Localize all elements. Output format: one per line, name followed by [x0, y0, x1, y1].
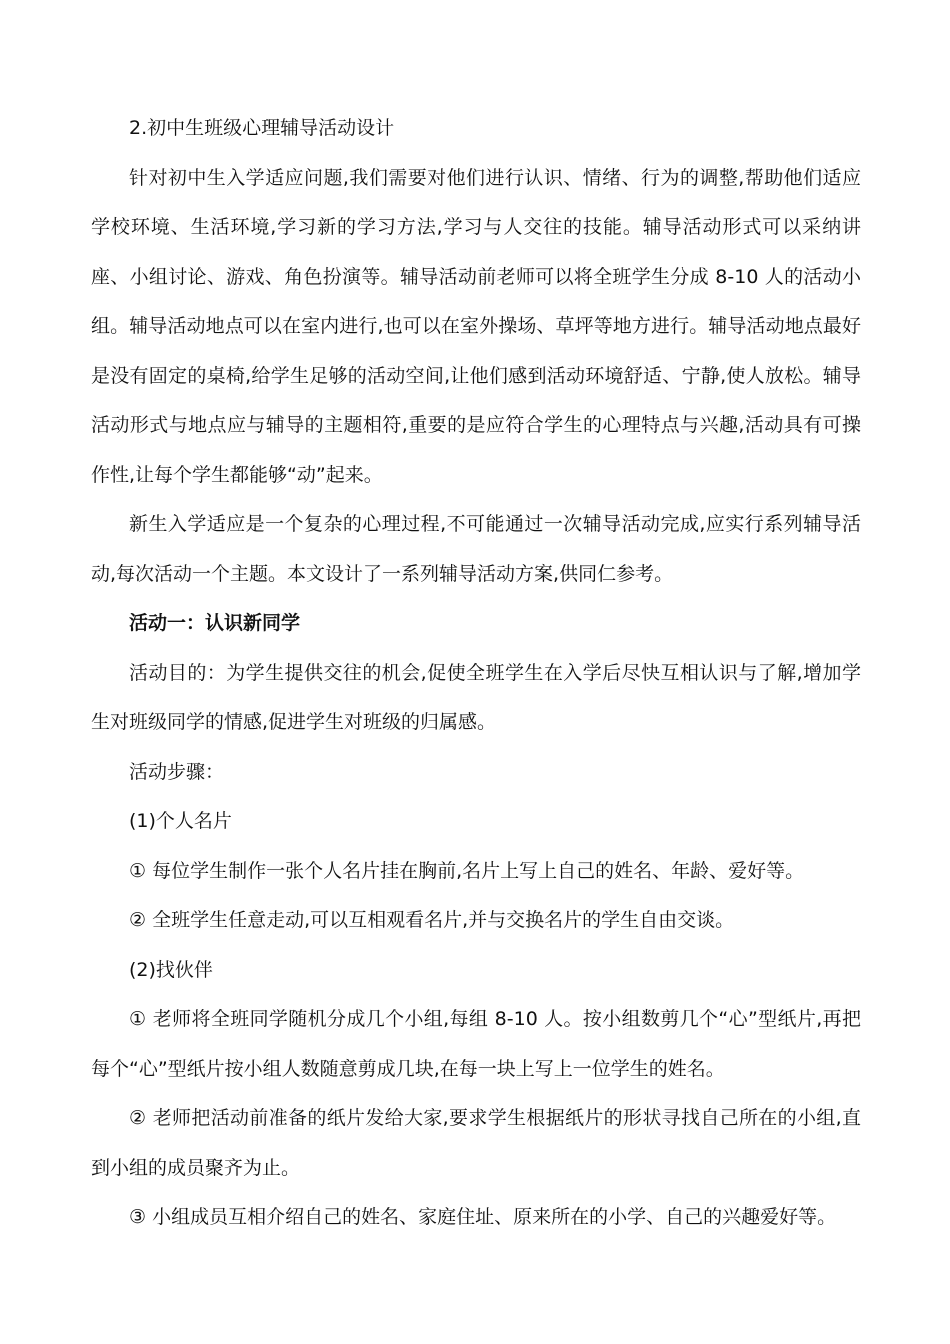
intro-paragraph: 针对初中生入学适应问题,我们需要对他们进行认识、情绪、行为的调整,帮助他们适应学校环境、生活环境,学习新的学习方法,学习与人交往的技能。辅导活动形式可以采纳讲座、小组讨论、游戏、角色扮演等。辅导活动前老师可以将全班学生分成 8-10 人的活动小组。辅导活动地点可以在室内进行,也可以在室外操场、草坪等地方进行。辅导活动地点最好是没有固定的桌椅,给学生足够的活动空间,让他们感到活动环境舒适、宁静,使人放松。辅导活动形式与地点应与辅导的主题相符,重要的是应符合学生的心理特点与兴趣,活动具有可操作性,让每个学生都能够“动”起来。 [91, 166, 861, 486]
activity-purpose: 活动目的：为学生提供交往的机会,促使全班学生在入学后尽快互相认识与了解,增加学生对班级同学的情感,促进学生对班级的归属感。 [91, 661, 861, 733]
step-item: ② 老师把活动前准备的纸片发给大家,要求学生根据纸片的形状寻找自己所在的小组,直到小组的成员聚齐为止。 [91, 1107, 861, 1179]
series-paragraph: 新生入学适应是一个复杂的心理过程,不可能通过一次辅导活动完成,应实行系列辅导活动,每次活动一个主题。本文设计了一系列辅导活动方案,供同仁参考。 [91, 513, 861, 585]
step-item: ② 全班学生任意走动,可以互相观看名片,并与交换名片的学生自由交谈。 [129, 909, 735, 931]
section-title: 2.初中生班级心理辅导活动设计 [129, 117, 395, 139]
steps-label: 活动步骤： [129, 760, 225, 783]
step-item: ① 每位学生制作一张个人名片挂在胸前,名片上写上自己的姓名、年龄、爱好等。 [129, 859, 805, 882]
step-heading: (1)个人名片 [129, 810, 232, 832]
document-page [91, 104, 861, 1243]
step-item: ① 老师将全班同学随机分成几个小组,每组 8-10 人。按小组数剪几个“心”型纸片,再把每个“心”型纸片按小组人数随意剪成几块,在每一块上写上一位学生的姓名。 [91, 1008, 861, 1080]
step-item: ③ 小组成员互相介绍自己的姓名、家庭住址、原来所在的小学、自己的兴趣爱好等。 [129, 1206, 837, 1228]
activity-heading: 活动一：认识新同学 [129, 612, 301, 634]
step-heading: (2)找伙伴 [129, 958, 213, 981]
